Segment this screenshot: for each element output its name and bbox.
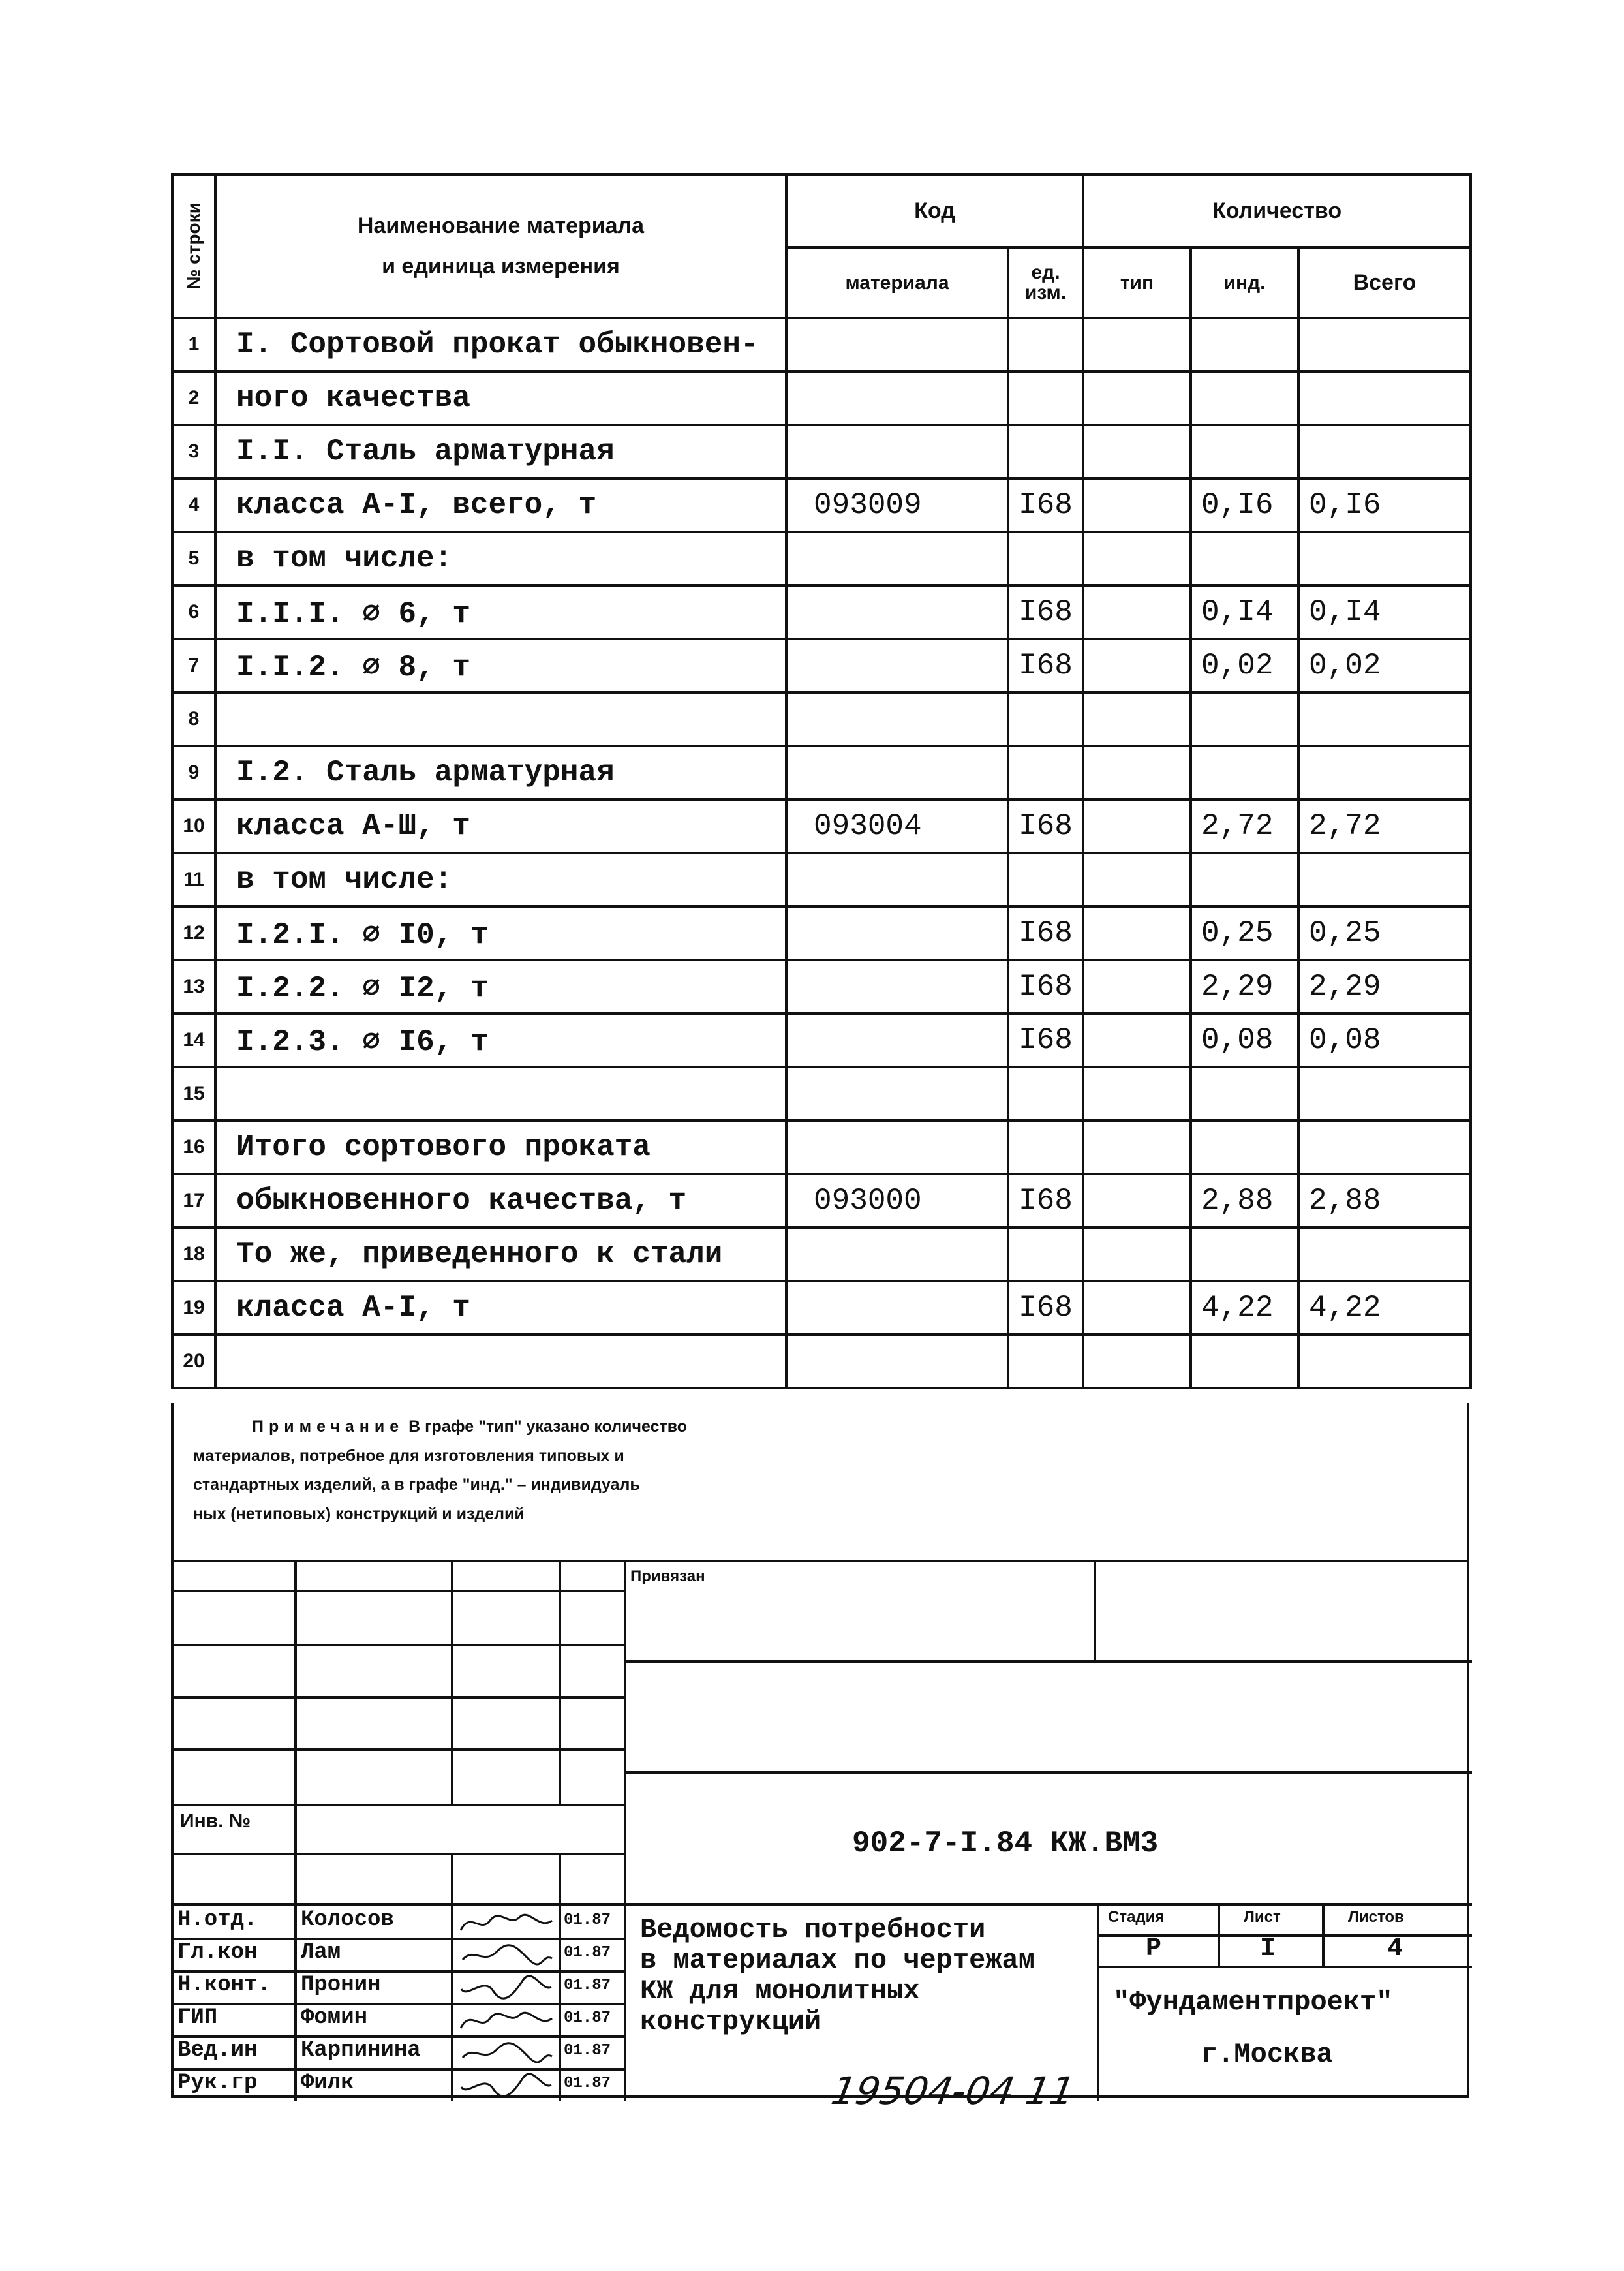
table-row [172, 1281, 1471, 1335]
quantity-type-cell [1083, 371, 1191, 425]
table-row [172, 585, 1471, 639]
approval-person: Лам [301, 1940, 341, 1965]
header-row-number-label: № строки [183, 202, 204, 290]
material-code-cell [786, 585, 1008, 639]
quantity-total-cell [1298, 746, 1471, 799]
header-quantity: Количество [1083, 174, 1471, 247]
note-line3: стандартных изделий, а в графе "инд." – индивидуаль [193, 1475, 640, 1494]
material-name-cell: I.I.I. ∅ 6, т [215, 585, 786, 639]
table-row [172, 1174, 1471, 1228]
approval-date: 01.87 [564, 2075, 611, 2092]
header-name [215, 174, 786, 318]
material-code-cell [786, 371, 1008, 425]
quantity-type-cell [1083, 1120, 1191, 1174]
material-name-cell: I.2.3. ∅ I6, т [215, 1013, 786, 1067]
quantity-ind-cell [1191, 746, 1298, 799]
table-row [172, 906, 1471, 960]
inventory-number-label: Инв. № [180, 1810, 251, 1832]
row-number-cell: 8 [172, 692, 215, 746]
approval-role: Н.конт. [177, 1973, 271, 1998]
header-name-line2: и единица измерения [382, 254, 620, 279]
material-name-cell: Итого сортового проката [215, 1120, 786, 1174]
organization-city: г.Москва [1201, 2039, 1333, 2070]
row-number-cell: 4 [172, 478, 215, 532]
row-number-cell: 16 [172, 1120, 215, 1174]
unit-code-cell: I68 [1008, 478, 1083, 532]
quantity-type-cell [1083, 853, 1191, 906]
quantity-ind-cell: 0,02 [1191, 639, 1298, 692]
quantity-type-cell [1083, 1335, 1191, 1388]
quantity-ind-cell [1191, 853, 1298, 906]
approval-date: 01.87 [564, 1944, 611, 1962]
quantity-ind-cell [1191, 425, 1298, 478]
quantity-total-cell: 0,25 [1298, 906, 1471, 960]
material-code-cell [786, 318, 1008, 371]
approval-person: Карпинина [301, 2038, 421, 2063]
material-code-cell [786, 1228, 1008, 1281]
material-code-cell [786, 746, 1008, 799]
quantity-ind-cell [1191, 318, 1298, 371]
unit-code-cell [1008, 1335, 1083, 1388]
material-name-cell: ного качества [215, 371, 786, 425]
header-quantity-ind: инд. [1191, 247, 1298, 318]
unit-code-cell [1008, 1120, 1083, 1174]
document-code: 902-7-I.84 КЖ.ВМ3 [852, 1827, 1159, 1861]
unit-code-cell: I68 [1008, 585, 1083, 639]
quantity-type-cell [1083, 478, 1191, 532]
approval-person: Филк [301, 2071, 354, 2095]
description-line3: КЖ для монолитных [640, 1975, 920, 2007]
quantity-type-cell [1083, 585, 1191, 639]
material-name-cell: I.I. Сталь арматурная [215, 425, 786, 478]
quantity-ind-cell [1191, 692, 1298, 746]
quantity-type-cell [1083, 639, 1191, 692]
quantity-total-cell [1298, 1067, 1471, 1120]
row-number-cell: 5 [172, 532, 215, 585]
title-block [171, 1560, 1469, 2098]
signature [457, 2038, 555, 2069]
quantity-ind-cell: 4,22 [1191, 1281, 1298, 1335]
materials-table [171, 173, 1472, 1389]
unit-code-cell: I68 [1008, 1013, 1083, 1067]
row-number-cell: 12 [172, 906, 215, 960]
quantity-total-cell: 0,I4 [1298, 585, 1471, 639]
sheets-label: Листов [1348, 1908, 1404, 1926]
quantity-ind-cell: 2,88 [1191, 1174, 1298, 1228]
table-row [172, 746, 1471, 799]
header-code-material: материала [786, 247, 1008, 318]
unit-code-cell [1008, 1067, 1083, 1120]
quantity-total-cell [1298, 318, 1471, 371]
note-line1: В графе "тип" указано количество [408, 1417, 688, 1436]
signature [457, 2005, 555, 2037]
material-name-cell: класса А-I, т [215, 1281, 786, 1335]
note-block [171, 1403, 1469, 1560]
description-line2: в материалах по чертежам [640, 1945, 1035, 1977]
unit-code-cell: I68 [1008, 1281, 1083, 1335]
row-number-cell: 9 [172, 746, 215, 799]
material-name-cell: в том числе: [215, 532, 786, 585]
table-row [172, 1067, 1471, 1120]
quantity-type-cell [1083, 532, 1191, 585]
sheet-value: I [1260, 1934, 1276, 1964]
unit-code-cell: I68 [1008, 960, 1083, 1013]
description-line1: Ведомость потребности [640, 1914, 986, 1945]
unit-code-cell [1008, 532, 1083, 585]
quantity-total-cell: 2,72 [1298, 799, 1471, 853]
sheet-label: Лист [1244, 1908, 1281, 1926]
row-number-cell: 3 [172, 425, 215, 478]
table-row [172, 371, 1471, 425]
document-sheet [171, 173, 1469, 2098]
material-name-cell: То же, приведенного к стали [215, 1228, 786, 1281]
material-code-cell [786, 1281, 1008, 1335]
table-row [172, 532, 1471, 585]
header-quantity-total: Всего [1298, 247, 1471, 318]
material-code-cell [786, 1120, 1008, 1174]
quantity-total-cell [1298, 371, 1471, 425]
row-number-cell: 15 [172, 1067, 215, 1120]
quantity-ind-cell [1191, 371, 1298, 425]
quantity-total-cell [1298, 692, 1471, 746]
table-row [172, 853, 1471, 906]
material-code-cell [786, 960, 1008, 1013]
table-row [172, 1228, 1471, 1281]
quantity-type-cell [1083, 692, 1191, 746]
quantity-type-cell [1083, 906, 1191, 960]
quantity-ind-cell: 0,I4 [1191, 585, 1298, 639]
quantity-total-cell [1298, 425, 1471, 478]
quantity-total-cell: 4,22 [1298, 1281, 1471, 1335]
quantity-total-cell [1298, 1228, 1471, 1281]
unit-code-cell [1008, 1228, 1083, 1281]
quantity-ind-cell: 0,08 [1191, 1013, 1298, 1067]
row-number-cell: 2 [172, 371, 215, 425]
material-name-cell [215, 1067, 786, 1120]
quantity-type-cell [1083, 960, 1191, 1013]
material-code-cell: 093004 [786, 799, 1008, 853]
header-name-line1: Наименование материала [357, 213, 645, 238]
approval-person: Фомин [301, 2005, 368, 2030]
quantity-type-cell [1083, 746, 1191, 799]
header-code-unit: ед. изм. [1008, 247, 1083, 318]
approval-date: 01.87 [564, 1977, 611, 1994]
signature [457, 1973, 555, 2004]
approval-date: 01.87 [564, 1911, 611, 1929]
table-row [172, 1335, 1471, 1388]
material-name-cell: класса А-I, всего, т [215, 478, 786, 532]
unit-code-cell [1008, 371, 1083, 425]
quantity-ind-cell: 0,25 [1191, 906, 1298, 960]
row-number-cell: 20 [172, 1335, 215, 1388]
quantity-total-cell [1298, 853, 1471, 906]
material-code-cell [786, 425, 1008, 478]
material-code-cell [786, 906, 1008, 960]
table-row [172, 318, 1471, 371]
quantity-ind-cell [1191, 1228, 1298, 1281]
material-name-cell: I.2. Сталь арматурная [215, 746, 786, 799]
approval-role: Гл.кон [177, 1940, 258, 1965]
material-name-cell: обыкновенного качества, т [215, 1174, 786, 1228]
stage-value: Р [1146, 1934, 1162, 1964]
privyazan-label: Привязан [630, 1568, 705, 1585]
quantity-total-cell: 0,I6 [1298, 478, 1471, 532]
table-row [172, 1013, 1471, 1067]
row-number-cell: 10 [172, 799, 215, 853]
material-code-cell: 093009 [786, 478, 1008, 532]
row-number-cell: 18 [172, 1228, 215, 1281]
material-code-cell [786, 853, 1008, 906]
unit-code-cell [1008, 425, 1083, 478]
row-number-cell: 6 [172, 585, 215, 639]
quantity-type-cell [1083, 318, 1191, 371]
unit-code-cell: I68 [1008, 639, 1083, 692]
quantity-total-cell: 0,02 [1298, 639, 1471, 692]
quantity-type-cell [1083, 1013, 1191, 1067]
note-title: Примечание [252, 1417, 405, 1436]
material-code-cell [786, 1013, 1008, 1067]
quantity-total-cell [1298, 1335, 1471, 1388]
unit-code-cell: I68 [1008, 1174, 1083, 1228]
approval-role: Рук.гр [177, 2071, 258, 2095]
unit-code-cell [1008, 746, 1083, 799]
unit-code-cell: I68 [1008, 799, 1083, 853]
material-name-cell [215, 692, 786, 746]
quantity-ind-cell [1191, 1067, 1298, 1120]
organization-name: "Фундаментпроект" [1113, 1986, 1393, 2018]
quantity-type-cell [1083, 1174, 1191, 1228]
material-name-cell: I. Сортовой прокат обыкновен- [215, 318, 786, 371]
quantity-ind-cell: 0,I6 [1191, 478, 1298, 532]
material-code-cell [786, 532, 1008, 585]
row-number-cell: 17 [172, 1174, 215, 1228]
approval-person: Пронин [301, 1973, 381, 1998]
unit-code-cell [1008, 853, 1083, 906]
row-number-cell: 1 [172, 318, 215, 371]
quantity-ind-cell: 2,29 [1191, 960, 1298, 1013]
table-body [172, 318, 1471, 1388]
signature [457, 1908, 555, 1939]
quantity-type-cell [1083, 799, 1191, 853]
quantity-total-cell: 0,08 [1298, 1013, 1471, 1067]
row-number-cell: 13 [172, 960, 215, 1013]
table-row [172, 639, 1471, 692]
header-code: Код [786, 174, 1083, 247]
material-name-cell: I.I.2. ∅ 8, т [215, 639, 786, 692]
quantity-type-cell [1083, 425, 1191, 478]
sheets-value: 4 [1387, 1934, 1403, 1964]
row-number-cell: 14 [172, 1013, 215, 1067]
unit-code-cell [1008, 318, 1083, 371]
row-number-cell: 19 [172, 1281, 215, 1335]
table-row [172, 960, 1471, 1013]
handwritten-archive-number: 19504-04 11 [828, 2069, 1079, 2113]
signature [457, 1940, 555, 1971]
signature [457, 2071, 555, 2102]
row-number-cell: 7 [172, 639, 215, 692]
stage-label: Стадия [1108, 1908, 1165, 1926]
material-name-cell: I.2.2. ∅ I2, т [215, 960, 786, 1013]
document-description [640, 1915, 1035, 2037]
note-line2: материалов, потребное для изготовления типовых и [193, 1446, 624, 1465]
unit-code-cell [1008, 692, 1083, 746]
material-name-cell: I.2.I. ∅ I0, т [215, 906, 786, 960]
material-code-cell [786, 1335, 1008, 1388]
table-row [172, 425, 1471, 478]
material-code-cell [786, 692, 1008, 746]
quantity-total-cell: 2,88 [1298, 1174, 1471, 1228]
approval-role: ГИП [177, 2005, 218, 2030]
approval-role: Н.отд. [177, 1908, 258, 1932]
quantity-total-cell: 2,29 [1298, 960, 1471, 1013]
row-number-cell: 11 [172, 853, 215, 906]
material-name-cell: в том числе: [215, 853, 786, 906]
material-code-cell [786, 639, 1008, 692]
table-row [172, 1120, 1471, 1174]
quantity-total-cell [1298, 532, 1471, 585]
quantity-ind-cell [1191, 532, 1298, 585]
material-code-cell: 093000 [786, 1174, 1008, 1228]
quantity-type-cell [1083, 1067, 1191, 1120]
material-code-cell [786, 1067, 1008, 1120]
quantity-total-cell [1298, 1120, 1471, 1174]
material-name-cell: класса А-Ш, т [215, 799, 786, 853]
description-line4: конструкций [640, 2006, 821, 2038]
approval-date: 01.87 [564, 2042, 611, 2060]
approval-person: Колосов [301, 1908, 394, 1932]
unit-code-cell: I68 [1008, 906, 1083, 960]
header-row-number [172, 174, 215, 318]
quantity-ind-cell [1191, 1120, 1298, 1174]
table-row [172, 692, 1471, 746]
note-line4: ных (нетиповых) конструкций и изделий [193, 1504, 525, 1523]
quantity-type-cell [1083, 1281, 1191, 1335]
header-quantity-type: тип [1083, 247, 1191, 318]
table-row [172, 478, 1471, 532]
quantity-type-cell [1083, 1228, 1191, 1281]
material-name-cell [215, 1335, 786, 1388]
approval-date: 01.87 [564, 2009, 611, 2027]
approval-role: Вед.ин [177, 2038, 258, 2063]
quantity-ind-cell [1191, 1335, 1298, 1388]
quantity-ind-cell: 2,72 [1191, 799, 1298, 853]
table-row [172, 799, 1471, 853]
